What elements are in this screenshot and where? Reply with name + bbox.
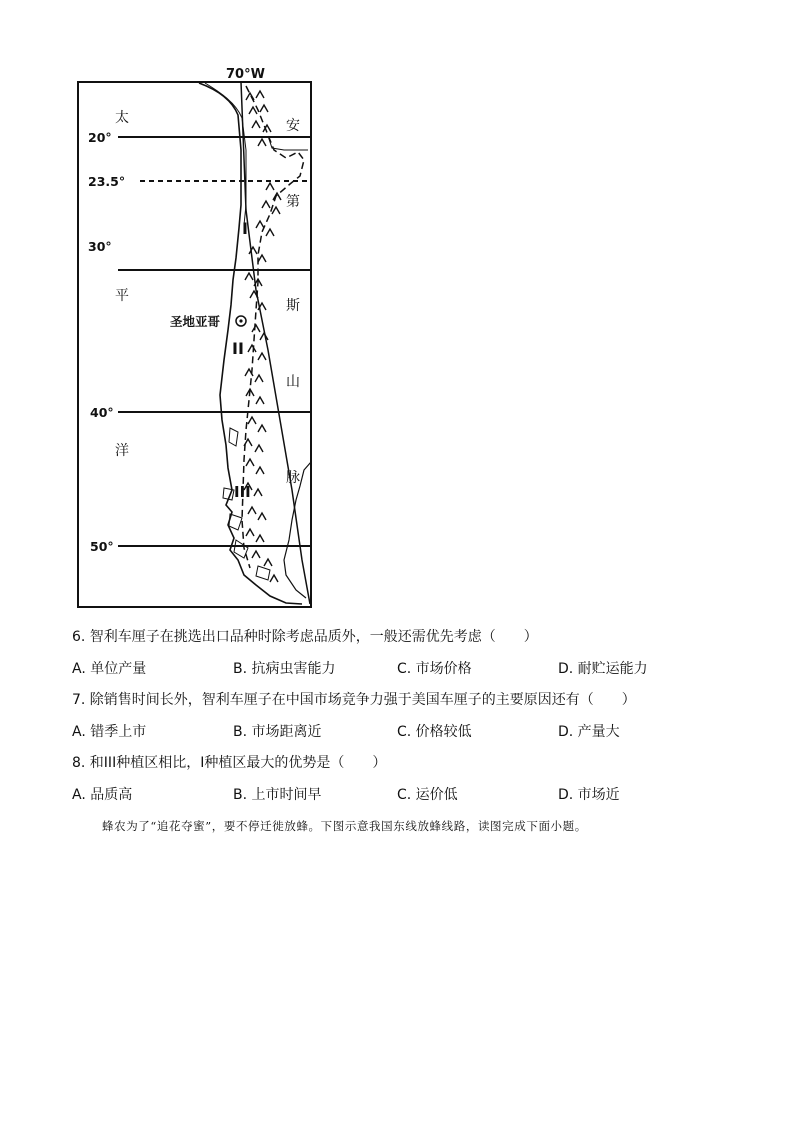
inner-border-top [268,136,308,150]
question-7-stem: 7. 除销售时间长外，智利车厘子在中国市场竞争力强于美国车厘子的主要原因还有（ ） [72,692,636,708]
region-label-3: III [234,483,251,501]
question-8-option-c: C. 运价低 [397,787,458,803]
lat-label-20: 20° [88,130,112,145]
region-label-2: II [232,339,244,358]
meridian-70w [241,82,310,604]
question-6-option-a: A. 单位产量 [72,661,147,677]
ocean-char-3: 洋 [115,443,129,459]
mountain-char-1: 安 [286,118,300,134]
chile-coastline [199,83,302,604]
question-7-option-b: B. 市场距离近 [233,724,322,740]
mountain-char-4: 山 [286,374,300,390]
capital-symbol-inner [239,319,242,322]
ocean-char-1: 太 [115,110,129,126]
map-frame [78,82,311,607]
lat-label-30: 30° [88,239,112,254]
question-6-stem: 6. 智利车厘子在挑选出口品种时除考虑品质外，一般还需优先考虑（ ） [72,629,538,645]
next-section-intro: 蜂农为了“追花夺蜜”，要不停迁徙放蜂。下图示意我国东线放蜂线路，读图完成下面小题。 [102,819,587,833]
meridian-label: 70°W [226,67,265,82]
question-6-option-c: C. 市场价格 [397,661,472,677]
question-7-option-d: D. 产量大 [558,724,620,740]
mountain-char-3: 斯 [286,298,300,314]
question-7-option-c: C. 价格较低 [397,724,472,740]
lat-label-50: 50° [90,539,114,554]
question-8-option-d: D. 市场近 [558,787,620,803]
mountain-char-2: 第 [286,194,300,210]
chile-coastline-inner [205,83,246,225]
region-label-1: I [242,219,248,238]
andes-mountain-symbols [244,91,281,582]
lat-label-40: 40° [90,405,114,420]
question-8-option-b: B. 上市时间早 [233,787,322,803]
question-8-stem: 8. 和III种植区相比，I种植区最大的优势是（ ） [72,755,387,771]
lat-label-23-5: 23.5° [88,174,126,189]
question-6-option-d: D. 耐贮运能力 [558,661,648,677]
capital-label: 圣地亚哥 [170,314,221,329]
ocean-char-2: 平 [115,288,129,304]
mountain-char-5: 脉 [286,470,300,486]
question-7-option-a: A. 错季上市 [72,724,147,740]
eastern-border [242,86,304,568]
question-8-option-a: A. 品质高 [72,787,133,803]
question-6-option-b: B. 抗病虫害能力 [233,661,336,677]
